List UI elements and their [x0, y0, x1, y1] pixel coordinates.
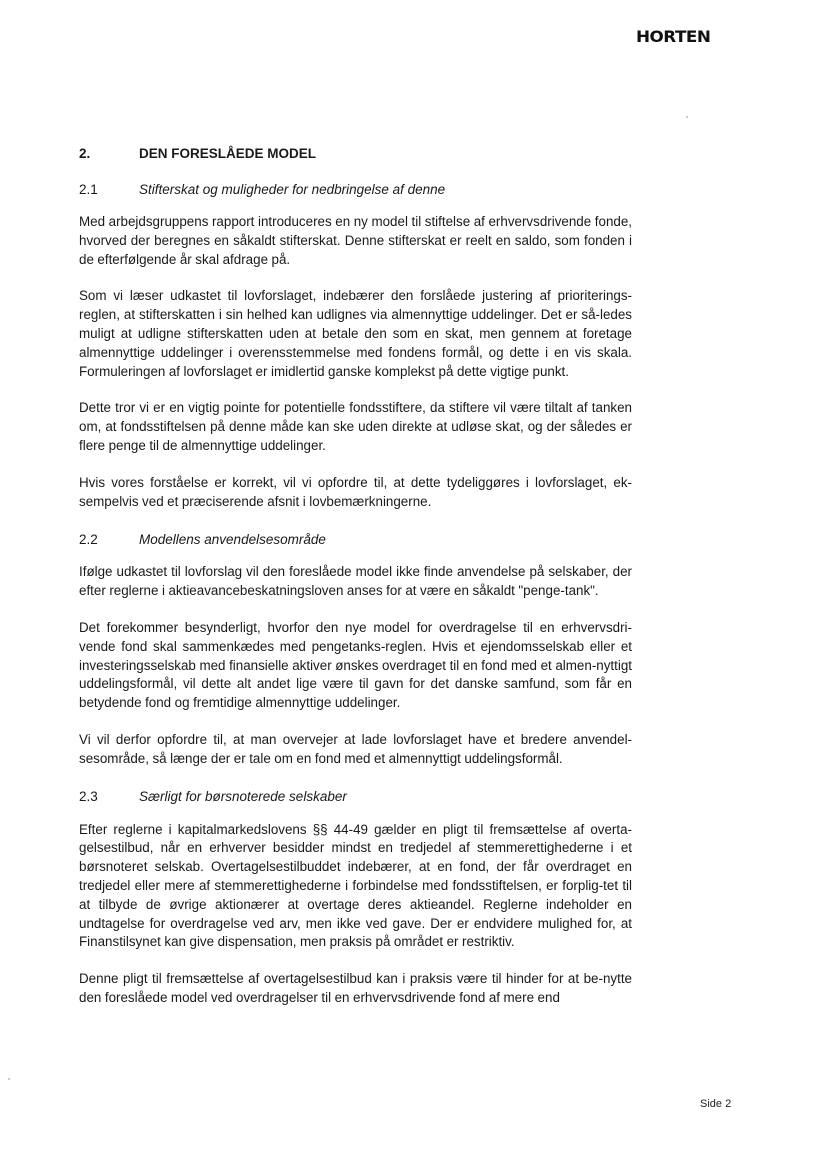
paragraph: Dette tror vi er en vigtig pointe for potentielle fondsstiftere, da stiftere vil være tiltalt af tanken om, at fondsstiftelsen på denne måde kan ske uden direkte at udløse skat, og der således er flere penge til de almennyttige uddelinger. — [79, 400, 632, 453]
section-heading — [79, 143, 632, 163]
paragraph: Med arbejdsgruppens rapport introduceres en ny model til stiftelse af erhvervsdrivende fonde, hvorved der beregnes en såkaldt stifterskat. Denne stifterskat er reelt en saldo, som fonden i de efterfølgende år skal afdrage på. — [79, 214, 632, 267]
paragraph: Efter reglerne i kapitalmarkedslovens §§ 44-49 gælder en pligt til fremsættelse af overta-gelsestilbud, når en erhverver besidder mindst en tredjedel af stemmerettighederne i et børsnoteret selskab. Overtagelsestilbuddet indebærer, at en fond, der får overdraget en tredjedel eller mere af stemmerettighederne i forbindelse med fondsstiftelsen, er forplig-tet til at tilbyde de øvrige aktionærer at overtage deres aktieandel. Reglerne indeholder en undtagelse for overdragelse ved arv, men ikke ved gave. Der er endvidere mulighed for, at Finanstilsynet kan give dispensation, men praksis på området er restriktiv. — [79, 821, 632, 950]
paragraph: Vi vil derfor opfordre til, at man overvejer at lade lovforslaget have et bredere anvendel-sesområde, så længe der er tale om en fond med et almennyttigt uddelingsformål. — [79, 731, 632, 766]
paragraph: Denne pligt til fremsættelse af overtagelsestilbud kan i praksis være til hinder for at be-nytte den foreslåede model ved overdragelser til en erhvervsdrivende fond af mere end — [79, 971, 632, 1005]
subsection-number: 2.1 — [79, 181, 98, 197]
subsection-title: Særligt for børsnoterede selskaber — [139, 789, 347, 805]
document-body — [79, 143, 632, 1026]
page-number: Side 2 — [700, 1098, 732, 1110]
paragraph: Det forekommer besynderligt, hvorfor den nye model for overdragelse til en erhvervsdri-vende fond skal sammenkædes med pengetanks-reglen. Hvis et ejendomsselskab eller et investeringsselskab med finansielle aktiver ønskes overdraget til en fond med et almen-nyttigt uddelingsformål, vil dette alt andet lige være til gavn for det danske samfund, som får en betydende fond og fremtidige almennyttige uddelinger. — [79, 619, 632, 711]
section-title: DEN FORESLÅEDE MODEL — [139, 145, 317, 161]
scan-speck — [686, 116, 688, 118]
section-number: 2. — [79, 145, 91, 161]
subsection-number: 2.3 — [79, 789, 98, 805]
subsection-heading-2-1 — [79, 179, 632, 199]
subsection-number: 2.2 — [79, 531, 98, 547]
subsection-title: Stifterskat og muligheder for nedbringelse af denne — [139, 181, 446, 197]
subsection-heading-2-3 — [79, 787, 632, 807]
paragraph: Ifølge udkastet til lovforslag vil den foreslåede model ikke finde anvendelse på selskaber, der efter reglerne i aktieavancebeskatningsloven anses for at være en såkaldt "penge-tank". — [79, 564, 632, 599]
paragraph: Hvis vores forståelse er korrekt, vil vi opfordre til, at dette tydeliggøres i lovforslaget, ek-sempelvis ved et præciserende afsnit i lovbemærkningerne. — [79, 474, 632, 509]
subsection-title: Modellens anvendelsesområde — [139, 531, 326, 547]
paragraph: Som vi læser udkastet til lovforslaget, indebærer den forslåede justering af prioriterings-reglen, at stifterskatten i sin helhed kan udlignes via almennyttige uddelinger. Det er så-ledes muligt at udligne stifterskatten uden at betale den som en skat, men gennem at foretage almennyttige uddelinger i overensstemmelse med fondens formål, og dette i en vis skala. Formuleringen af lovforslaget er imidlertid ganske komplekst på dette vigtige punkt. — [79, 288, 632, 379]
scan-speck — [8, 1078, 10, 1080]
horten-logo: HORTEN — [636, 27, 711, 46]
subsection-heading-2-2 — [79, 529, 632, 549]
